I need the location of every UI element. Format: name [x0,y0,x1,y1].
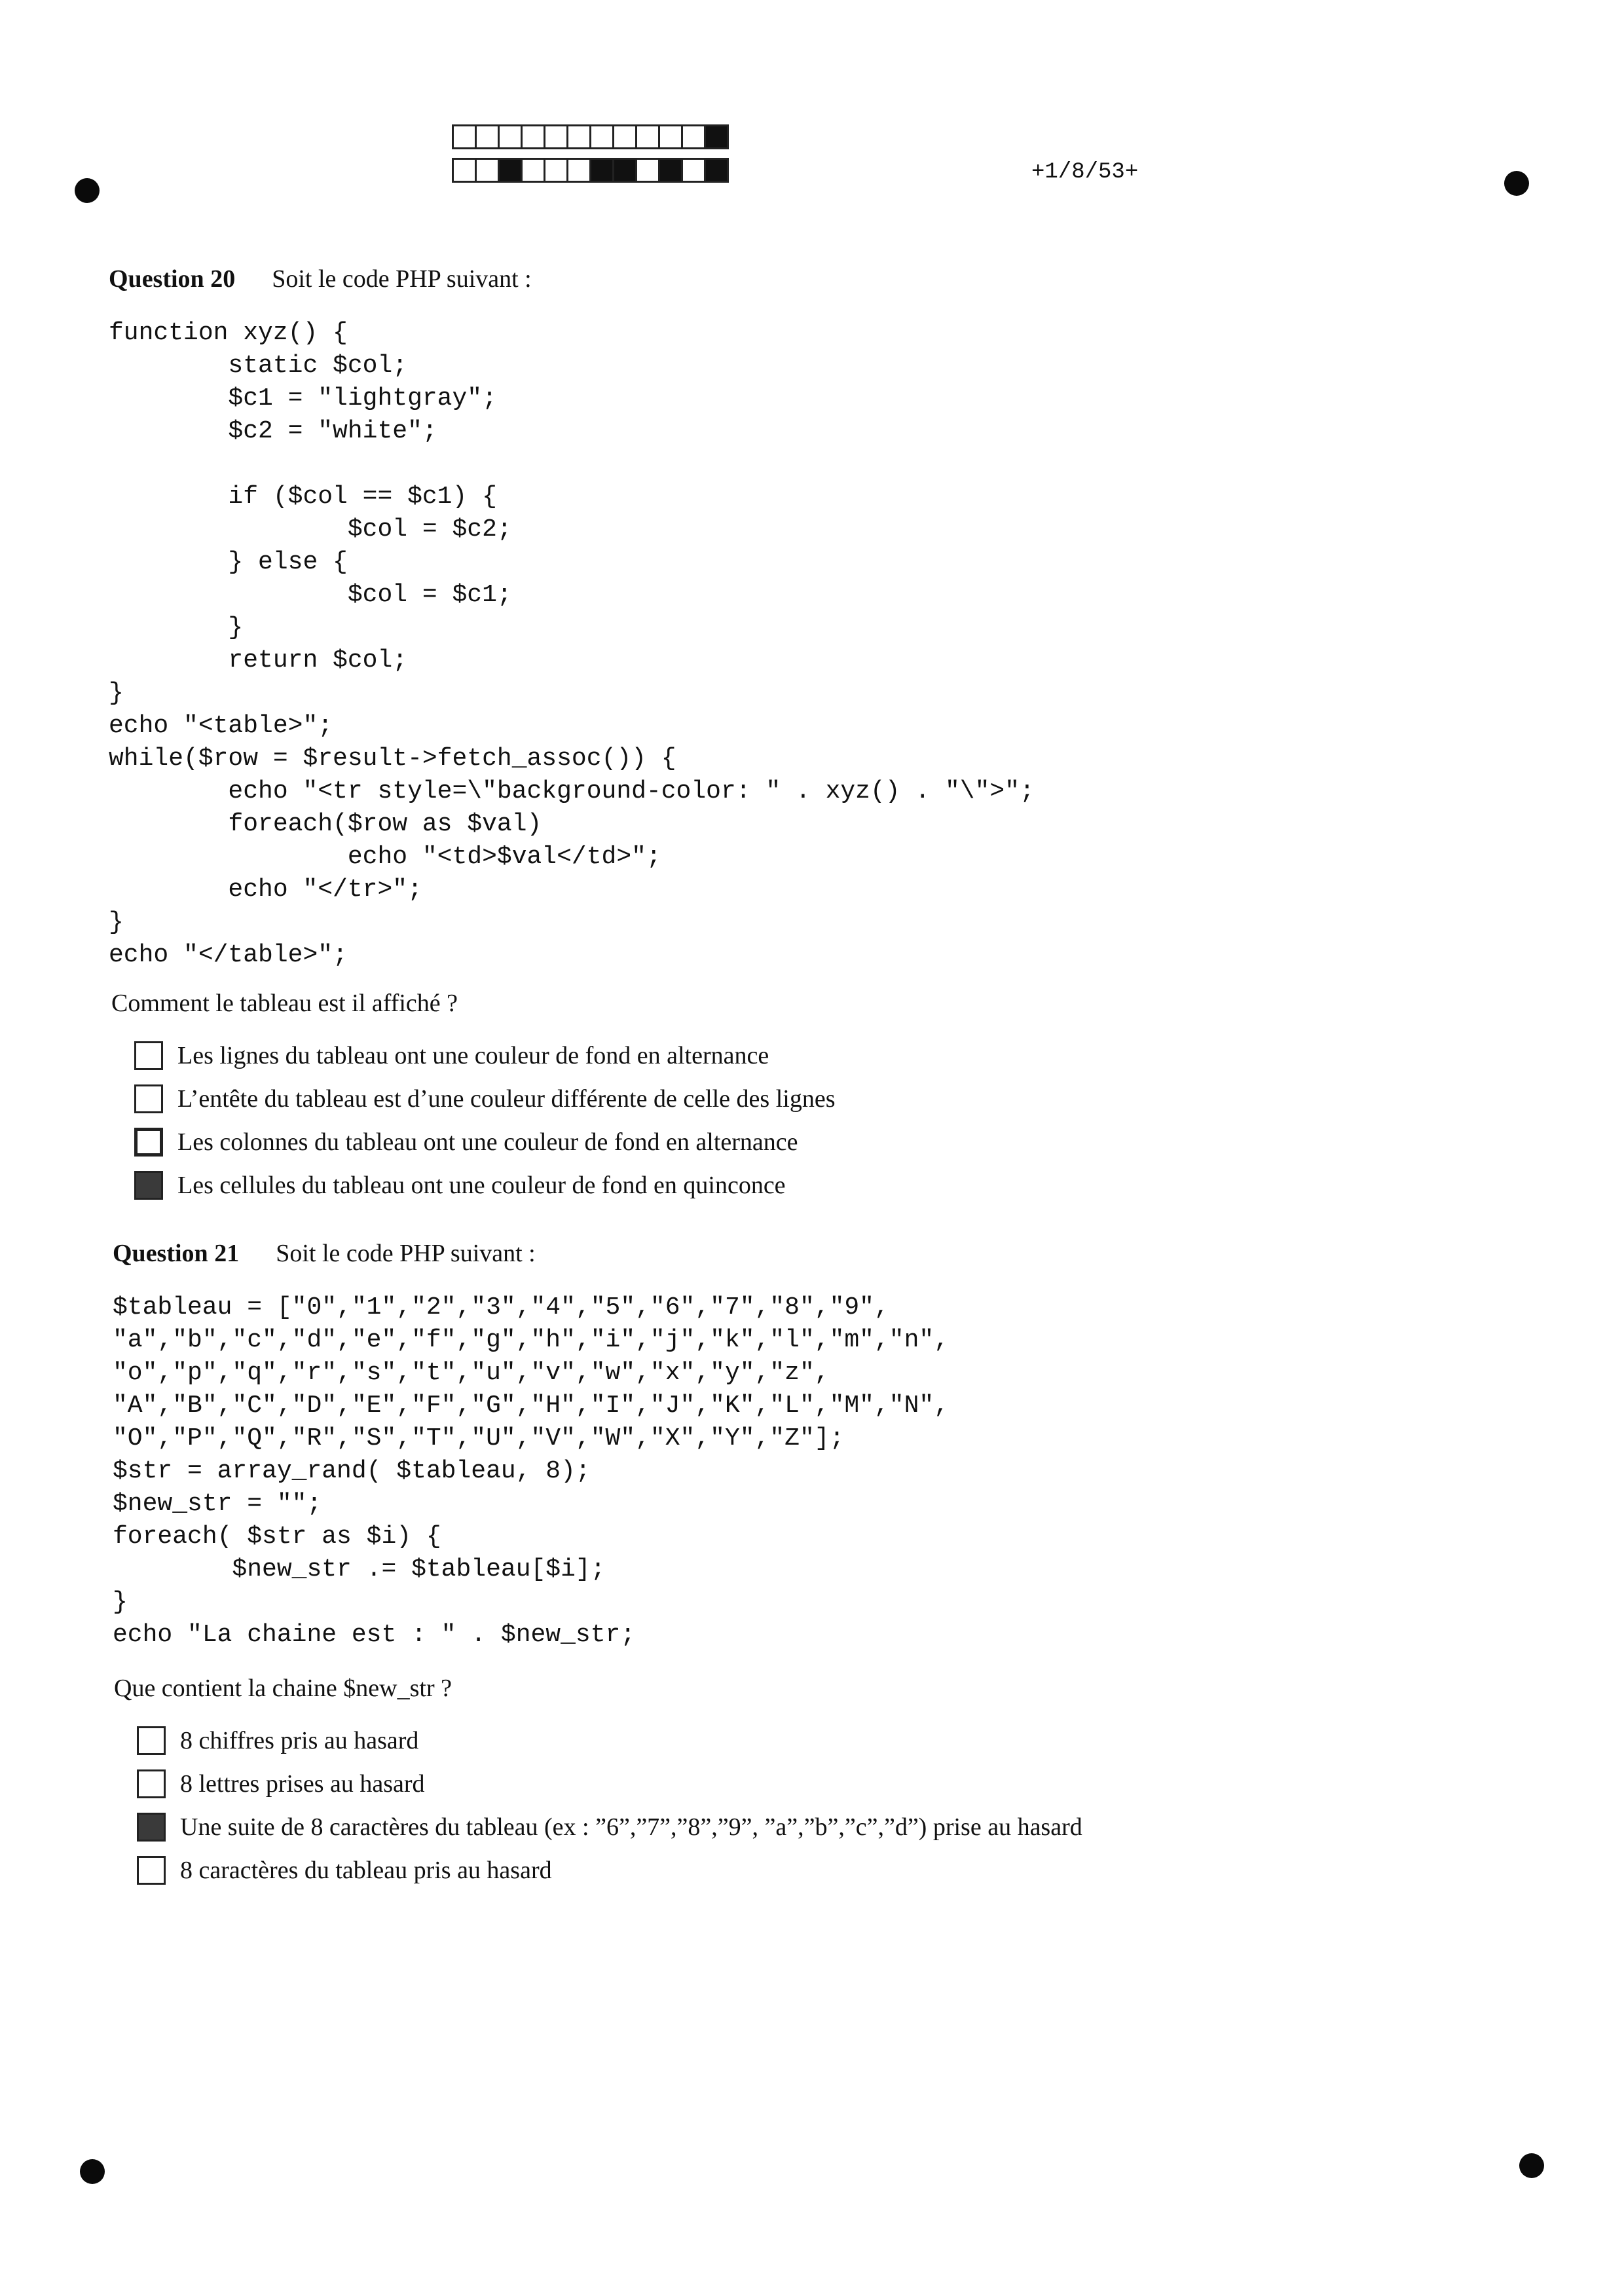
q21-choice-1[interactable] [137,1726,418,1755]
checkbox[interactable] [137,1856,166,1885]
barcode-cell [635,124,660,149]
choice-label: Les colonnes du tableau ont une couleur de fond en alternance [177,1128,798,1156]
choice-label: Une suite de 8 caractères du tableau (ex : ”6”,”7”,”8”,”9”, ”a”,”b”,”c”,”d”) prise au hasard [180,1813,1082,1841]
barcode-cell [544,124,568,149]
question-20-code: function xyz() { static $col; $c1 = "lightgray"; $c2 = "white"; if ($col == $c1) { $col = $c2; } else { $col = $c1; } return $col; } echo "<table>"; while($row = $result->fetch_assoc()) { echo "<tr style=\"background-color: " . xyz() . "\">"; foreach($row as $val) echo "<td>$val</td>"; echo "</tr>"; } echo "</table>"; [109,319,1035,969]
question-number: Question 21 [113,1240,240,1267]
barcode-cell [589,158,614,183]
barcode-cell [612,124,637,149]
q20-choice-3[interactable] [134,1128,798,1157]
question-intro: Soit le code PHP suivant : [272,265,532,293]
checkbox[interactable] [134,1084,163,1113]
barcode-bottom-row [452,158,727,183]
page-id: +1/8/53+ [1031,160,1139,185]
q21-choice-4[interactable] [137,1856,552,1885]
choice-label: Les lignes du tableau ont une couleur de fond en alternance [177,1042,769,1069]
q21-choice-3[interactable] [137,1813,1082,1842]
barcode-cell [452,124,477,149]
barcode-cell [681,158,706,183]
choice-label: L’entête du tableau est d’une couleur différente de celle des lignes [177,1085,836,1113]
question-intro: Soit le code PHP suivant : [276,1240,536,1267]
barcode-cell [521,124,545,149]
registration-mark-bottom-right [1519,2153,1544,2178]
choice-label: 8 caractères du tableau pris au hasard [180,1857,552,1884]
q20-choice-4[interactable] [134,1171,786,1200]
checkbox[interactable] [137,1769,166,1798]
choice-label: 8 chiffres pris au hasard [180,1727,419,1754]
barcode-cell [498,158,523,183]
question-number: Question 20 [109,265,236,293]
barcode-cell [475,124,500,149]
barcode-cell [658,158,683,183]
barcode-cell [612,158,637,183]
registration-mark-top-left [75,178,100,203]
q20-choice-2[interactable] [134,1084,835,1113]
checkbox[interactable] [134,1128,163,1157]
checkbox[interactable] [134,1171,163,1200]
choice-label: 8 lettres prises au hasard [180,1770,425,1798]
barcode-cell [566,158,591,183]
barcode-cell [658,124,683,149]
barcode-cell [681,124,706,149]
q20-choice-1[interactable] [134,1041,769,1070]
q21-choice-2[interactable] [137,1769,425,1798]
checkbox[interactable] [137,1813,166,1842]
barcode-cell [498,124,523,149]
question-20-heading [109,265,532,293]
registration-mark-bottom-left [80,2159,105,2184]
barcode-cell [475,158,500,183]
question-21-code: $tableau = ["0","1","2","3","4","5","6","7","8","9", "a","b","c","d","e","f","g","h","i","j","k","l","m","n", "o","p","q","r","s","t","u","v","w","x","y","z", "A","B","C","D","E","F","G","H","I","J","K","L","M","N", "O","P","Q","R","S","T","U","V","W","X","Y","Z"]; $str = array_rand( $tableau, 8); $new_str = ""; foreach( $str as $i) { $new_str .= $tableau[$i]; } echo "La chaine est : " . $new_str; [113,1293,950,1649]
checkbox[interactable] [134,1041,163,1070]
barcode-cell [452,158,477,183]
barcode-cell [704,158,729,183]
barcode-cell [566,124,591,149]
question-20-prompt: Comment le tableau est il affiché ? [111,990,458,1017]
barcode-top-row [452,124,727,149]
barcode-cell [521,158,545,183]
barcode-cell [544,158,568,183]
barcode-cell [704,124,729,149]
choice-label: Les cellules du tableau ont une couleur de fond en quinconce [177,1172,786,1199]
checkbox[interactable] [137,1726,166,1755]
question-21-prompt: Que contient la chaine $new_str ? [114,1675,452,1702]
question-21-heading [113,1239,536,1268]
barcode-cell [589,124,614,149]
barcode-cell [635,158,660,183]
registration-mark-top-right [1504,171,1529,196]
